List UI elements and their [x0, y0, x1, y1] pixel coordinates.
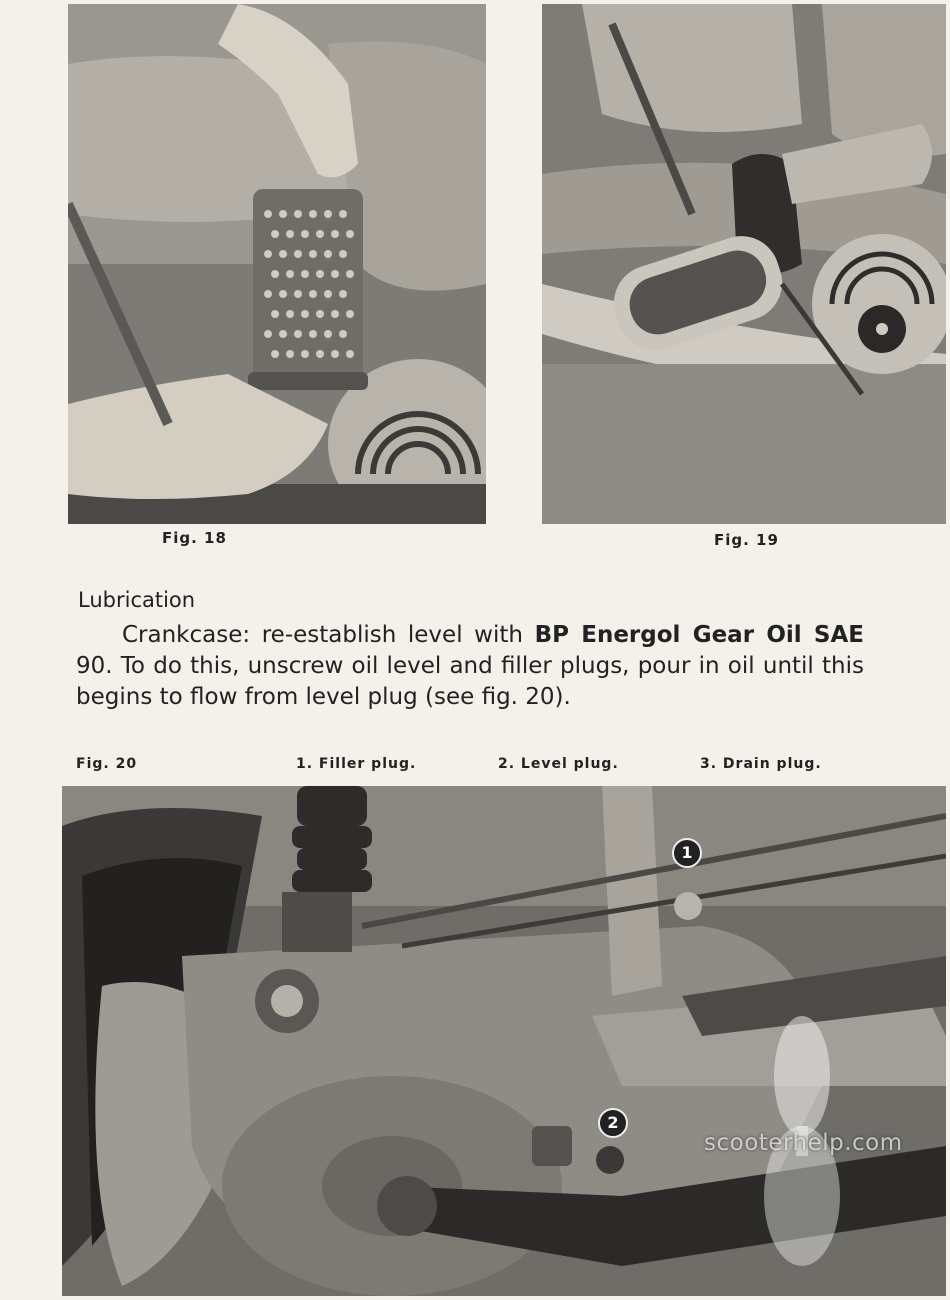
fig19-photo: [542, 4, 946, 524]
fig18-photo: [68, 4, 486, 524]
legend-level-plug: 2. Level plug.: [498, 756, 619, 772]
section-heading: Lubrication: [78, 588, 196, 612]
watermark-text: scooterhelp.com: [704, 1130, 903, 1156]
legend-filler-plug: 1. Filler plug.: [296, 756, 417, 772]
fig19-caption: Fig. 19: [714, 531, 779, 549]
legend-drain-plug: 3. Drain plug.: [700, 756, 822, 772]
para-text-2: 90. To do this, unscrew oil level and filler plugs, pour in oil until this begins to flow from level plug (see fig. 20).: [76, 653, 864, 710]
filler-plug-marker: 1: [672, 838, 702, 868]
para-text-1: Crankcase: re-establish level with: [122, 622, 535, 648]
fig18-caption: Fig. 18: [162, 529, 227, 547]
fig20-caption: Fig. 20: [76, 756, 138, 772]
level-plug-marker: 2: [598, 1108, 628, 1138]
para-bold-product: BP Energol Gear Oil SAE: [534, 622, 864, 648]
lubrication-paragraph: [76, 620, 864, 713]
fig20-photo: [62, 786, 946, 1296]
